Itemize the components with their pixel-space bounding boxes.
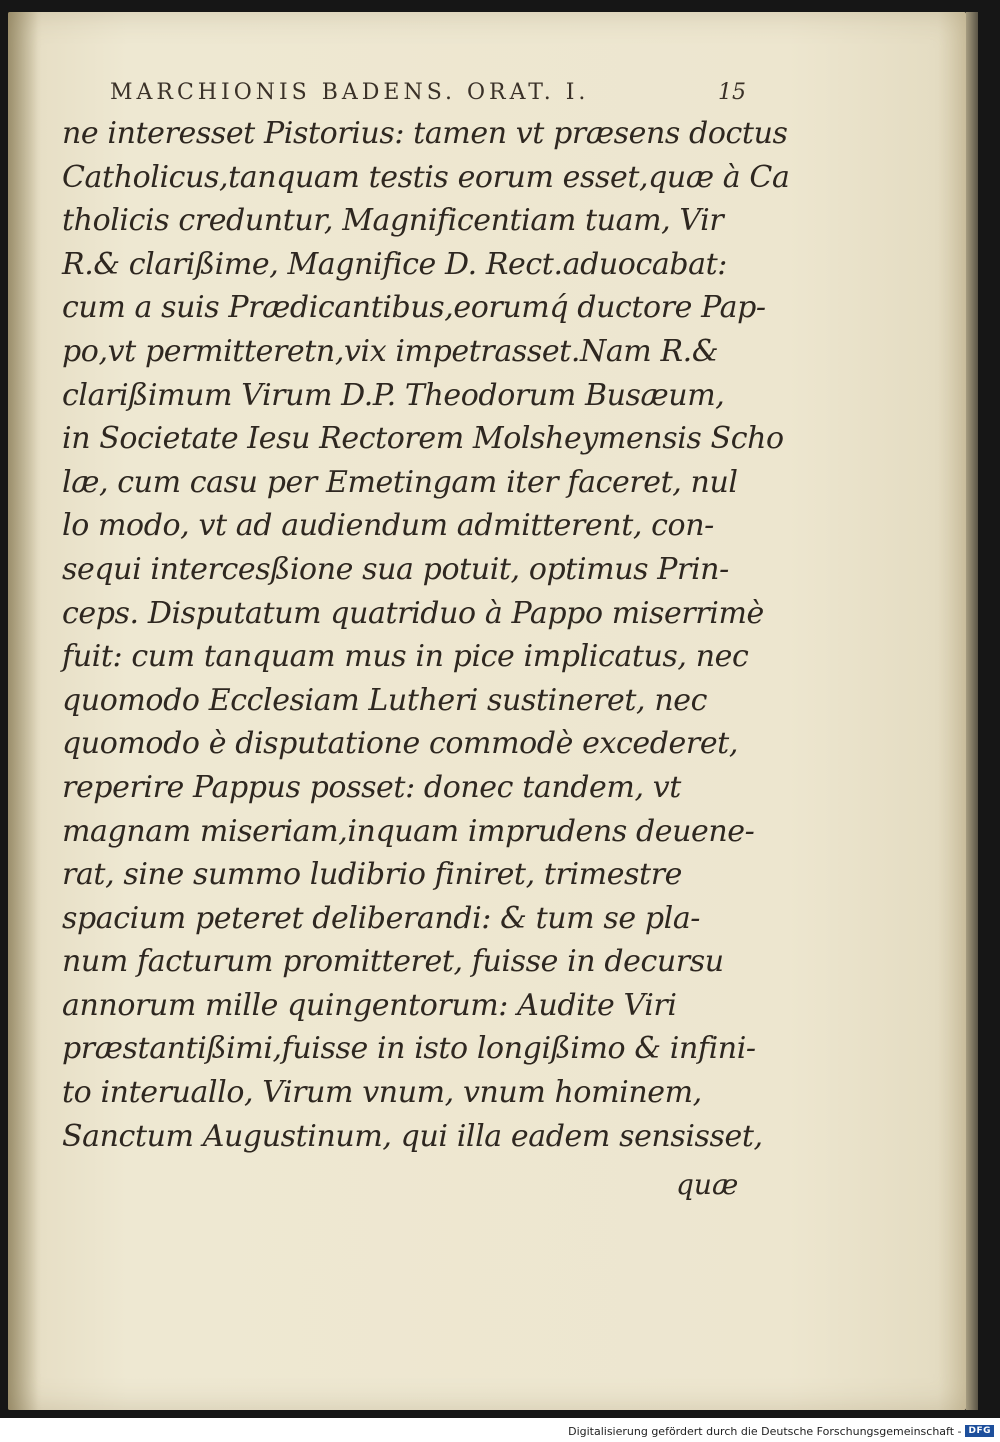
text-line: sequi intercesßione sua potuit, optimus Prin- <box>62 551 729 587</box>
running-head <box>110 80 760 105</box>
body-text <box>62 112 790 1158</box>
text-line: reperire Pappus posset: donec tandem, vt <box>62 769 681 805</box>
running-title: MARCHIONIS BADENS. ORAT. I. <box>110 80 590 105</box>
text-line: to interuallo, Virum vnum, vnum hominem, <box>62 1075 702 1111</box>
text-line: læ, cum casu per Emetingam iter faceret, nul <box>62 464 738 500</box>
text-line: in Societate Iesu Rectorem Molsheymensis Scho <box>62 421 784 457</box>
gutter-shadow <box>8 12 38 1410</box>
text-line: ne interesset Pistorius: tamen vt præsens doctus <box>62 116 788 151</box>
page-number: 15 <box>718 80 746 105</box>
text-line: Sanctum Augustinum, qui illa eadem sensisset, <box>62 1118 763 1154</box>
text-line: rat, sine summo ludibrio finiret, trimestre <box>62 857 682 893</box>
catchword: quæ <box>676 1168 739 1201</box>
funding-credit: Digitalisierung gefördert durch die Deutsche Forschungsgemeinschaft - <box>568 1424 962 1438</box>
text-line: po,vt permitteretn,vix impetrasset.Nam R.& <box>62 333 719 369</box>
text-line: ceps. Disputatum quatriduo à Pappo miserrimè <box>62 595 764 631</box>
text-line: Catholicus,tanquam testis eorum esset,quæ à Ca <box>62 159 790 195</box>
text-line: annorum mille quingentorum: Audite Viri <box>62 987 677 1023</box>
text-line: quomodo Ecclesiam Lutheri sustineret, nec <box>62 682 707 718</box>
text-line: magnam miseriam,inquam imprudens deuene- <box>62 813 755 849</box>
text-line: præstantißimi,fuisse in isto longißimo & infini- <box>62 1031 756 1067</box>
digitization-footer <box>568 1422 994 1440</box>
text-line: quomodo è disputatione commodè excederet, <box>62 726 738 762</box>
text-line: R.& clarißime, Magnifice D. Rect.aduocabat: <box>62 246 728 282</box>
text-line: num facturum promitteret, fuisse in decursu <box>62 944 724 980</box>
text-line: tholicis creduntur, Magnificentiam tuam, Vir <box>62 203 724 239</box>
text-line: cum a suis Prædicantibus,eorumq́ ductore Pap- <box>62 290 766 326</box>
dfg-logo-icon: DFG <box>965 1425 994 1437</box>
text-line: clarißimum Virum D.P. Theodorum Busæum, <box>62 377 725 413</box>
text-line: fuit: cum tanquam mus in pice implicatus, nec <box>62 639 749 675</box>
text-line: spacium peteret deliberandi: & tum se pla- <box>62 900 701 936</box>
text-line: lo modo, vt ad audiendum admitterent, con- <box>62 508 714 544</box>
